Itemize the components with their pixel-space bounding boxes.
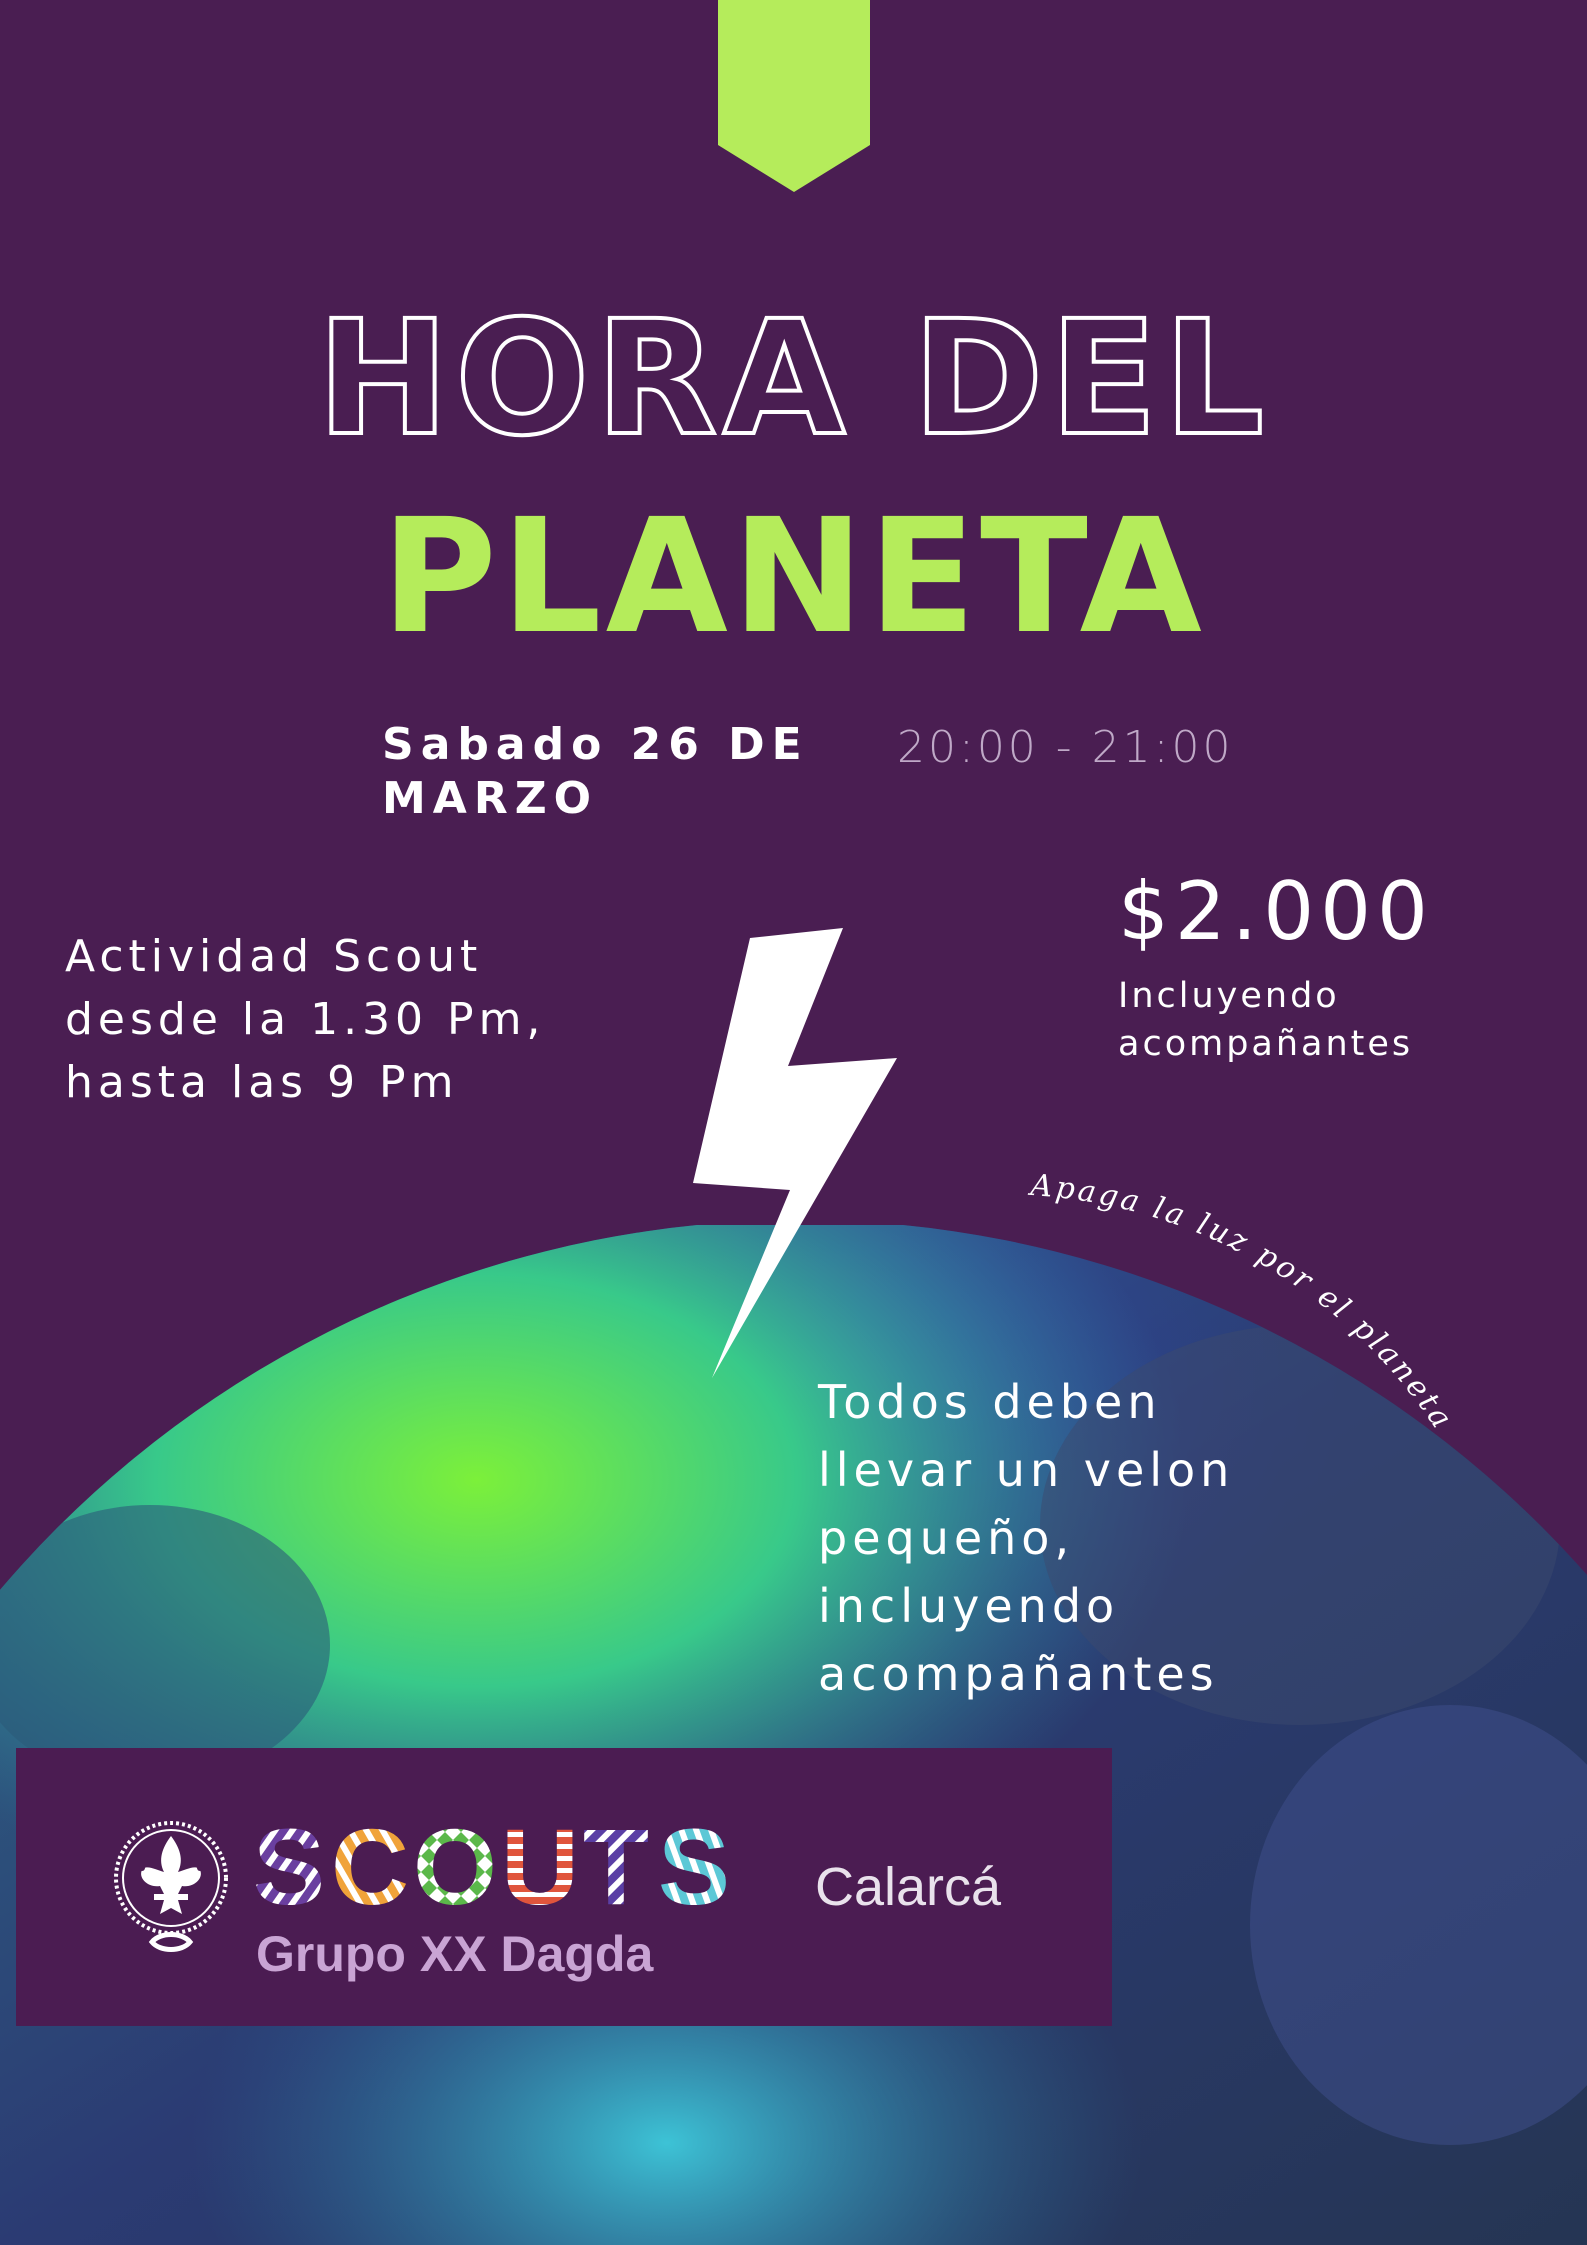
- group-name: Grupo XX Dagda: [256, 1926, 654, 1982]
- slogan-text: Apaga la luz por el planeta: [1029, 1167, 1461, 1437]
- scouts-wordmark: [253, 1808, 793, 1916]
- wordmark-letter-5: T: [583, 1808, 649, 1916]
- candle-line-4: incluyendo: [818, 1579, 1120, 1633]
- candle-note: [818, 1368, 1298, 1708]
- wordmark-letter-4: U: [501, 1808, 579, 1916]
- candle-line-5: acompañantes: [818, 1647, 1219, 1701]
- candle-line-2: llevar un velon: [818, 1443, 1235, 1497]
- title-line-1: HORA DEL: [316, 287, 1271, 471]
- activity-line-2: desde la 1.30 Pm,: [65, 994, 546, 1045]
- date-line-1: Sabado 26 DE: [382, 719, 809, 770]
- wordmark-letter-6: S: [658, 1808, 731, 1916]
- fleur-de-lis-icon: [112, 1818, 230, 1960]
- activity-info: [65, 925, 625, 1114]
- wordmark-letter-2: C: [331, 1808, 409, 1916]
- green-pennant-icon: [718, 0, 870, 192]
- wordmark-letter-1: S: [253, 1808, 326, 1916]
- price-note-line-1: Incluyendo: [1118, 976, 1340, 1016]
- city-label: Calarcá: [815, 1857, 1002, 1917]
- activity-line-3: hasta las 9 Pm: [65, 1057, 459, 1108]
- candle-line-1: Todos deben: [818, 1375, 1162, 1429]
- title-line-2: PLANETA: [381, 485, 1206, 669]
- wordmark-letter-3: O: [413, 1808, 498, 1916]
- price-amount: $2.000: [1118, 865, 1434, 958]
- lightning-bolt-icon: [690, 928, 900, 1378]
- event-time: 20:00 - 21:00: [897, 722, 1234, 773]
- date-line-2: MARZO: [382, 773, 599, 824]
- candle-line-3: pequeño,: [818, 1511, 1075, 1565]
- price-note: [1118, 972, 1538, 1068]
- price-note-line-2: acompañantes: [1118, 1024, 1414, 1064]
- activity-line-1: Actividad Scout: [65, 931, 483, 982]
- event-date: [382, 718, 852, 826]
